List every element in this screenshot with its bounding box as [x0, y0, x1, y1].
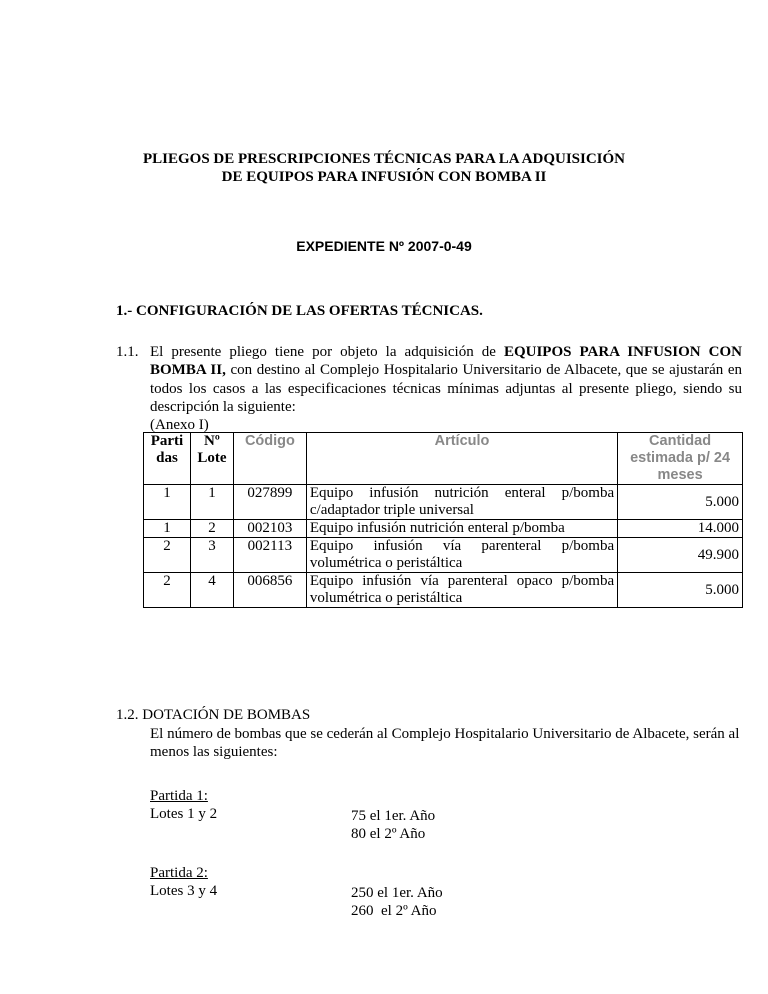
paragraph-bold: EQUIPOS PARA INFUSION CON BOMBA II,: [150, 344, 742, 379]
header-partidas: Parti das: [144, 433, 191, 485]
header-articulo: Artículo: [306, 433, 617, 485]
items-table: [143, 432, 743, 608]
cell-articulo: Equipo infusión vía parenteral p/bomba volumétrica o peristáltica: [306, 538, 617, 573]
partida-1-lotes: Lotes 1 y 2: [150, 806, 218, 822]
partida-2-year-2: 260 el 2º Año: [351, 903, 437, 919]
partida-2-lotes: Lotes 3 y 4: [150, 883, 218, 899]
table-row: [144, 538, 743, 573]
cell-lote: 1: [190, 485, 233, 520]
title-line-2: DE EQUIPOS PARA INFUSIÓN CON BOMBA II: [221, 169, 547, 185]
paragraph-text-cont: con destino al Complejo Hospitalario Universitario de Albacete, que se ajustarán en todos los casos a las especificaciones técnicas mínimas adjuntas al presente pliego, siendo su descripción la siguiente:: [150, 362, 743, 415]
paragraph-1-2: [116, 706, 746, 762]
header-cantidad: Cantidad estimada p/ 24 meses: [618, 433, 743, 485]
expediente-number: EXPEDIENTE Nº 2007-0-49: [296, 238, 472, 254]
cell-articulo: Equipo infusión vía parenteral opaco p/bomba volumétrica o peristáltica: [306, 573, 617, 608]
paragraph-text: El presente pliego tiene por objeto la adquisición de: [150, 344, 504, 360]
cell-partida: 2: [144, 573, 191, 608]
cell-partida: 2: [144, 538, 191, 573]
cell-cantidad: 5.000: [618, 485, 743, 520]
section-1-heading: 1.- CONFIGURACIÓN DE LAS OFERTAS TÉCNICAS.: [116, 303, 483, 319]
cell-codigo: 027899: [233, 485, 306, 520]
header-codigo: Código: [233, 433, 306, 485]
cell-cantidad: 5.000: [618, 573, 743, 608]
partida-1-year-1: 75 el 1er. Año: [351, 808, 436, 824]
partida-2-label: Partida 2:: [150, 865, 208, 881]
paragraph-1-1: [116, 343, 742, 434]
cell-lote: 2: [190, 520, 233, 538]
cell-articulo: Equipo infusión nutrición enteral p/bomba: [306, 520, 617, 538]
cell-codigo: 002113: [233, 538, 306, 573]
cell-articulo: Equipo infusión nutrición enteral p/bomba c/adaptador triple universal: [306, 485, 617, 520]
paragraph-number: 1.1.: [116, 344, 139, 360]
cell-partida: 1: [144, 520, 191, 538]
section-1-2-heading: DOTACIÓN DE BOMBAS: [142, 707, 311, 723]
title-line-1: PLIEGOS DE PRESCRIPCIONES TÉCNICAS PARA LA ADQUISICIÓN: [142, 151, 626, 167]
partida-1-year-2: 80 el 2º Año: [351, 826, 426, 842]
paragraph-number: 1.2.: [116, 707, 139, 723]
table-header-row: [144, 433, 743, 485]
annex-ref: (Anexo I): [150, 417, 209, 434]
table-row: [144, 573, 743, 608]
cell-cantidad: 14.000: [618, 520, 743, 538]
table-row: [144, 520, 743, 538]
partida-2-year-1: 250 el 1er. Año: [351, 885, 443, 901]
paragraph-text: El número de bombas que se cederán al Complejo Hospitalario Universitario de Albacete, serán al menos las siguientes:: [150, 725, 740, 760]
table-row: [144, 485, 743, 520]
cell-lote: 3: [190, 538, 233, 573]
cell-partida: 1: [144, 485, 191, 520]
cell-lote: 4: [190, 573, 233, 608]
cell-codigo: 006856: [233, 573, 306, 608]
cell-codigo: 002103: [233, 520, 306, 538]
header-lote: Nº Lote: [190, 433, 233, 485]
cell-cantidad: 49.900: [618, 538, 743, 573]
partida-1-label: Partida 1:: [150, 788, 208, 804]
